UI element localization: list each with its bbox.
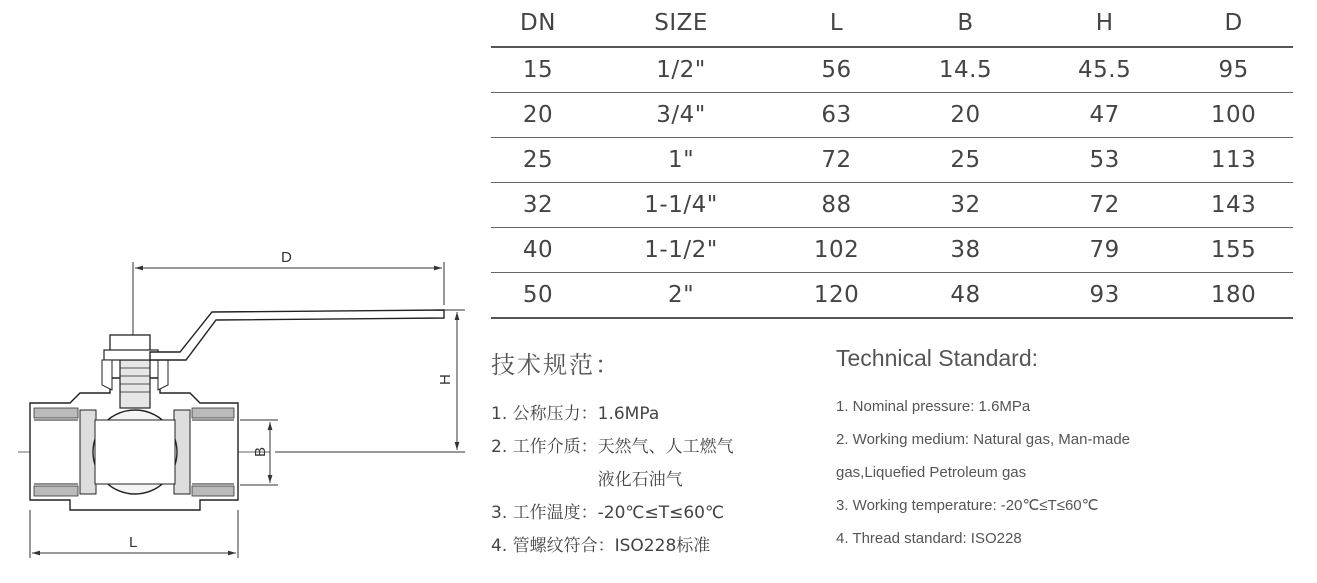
spec-table xyxy=(491,0,1293,319)
table-cell: 38 xyxy=(896,228,1035,273)
item-label: 2. 工作介质： xyxy=(491,437,598,457)
column-header-l: L xyxy=(777,0,896,47)
standard-title-zh: 技术规范： xyxy=(491,351,621,379)
valve-handle xyxy=(150,310,444,360)
column-header-dn: DN xyxy=(491,0,585,47)
list-item xyxy=(491,497,831,530)
table-cell: 63 xyxy=(777,93,896,138)
table-cell: 1/2" xyxy=(585,47,777,93)
list-item xyxy=(491,431,831,497)
table-cell: 25 xyxy=(896,138,1035,183)
table-cell: 53 xyxy=(1035,138,1174,183)
table-row xyxy=(491,93,1293,138)
column-header-size: SIZE xyxy=(585,0,777,47)
item-value: ISO228标准 xyxy=(614,536,711,556)
table-cell: 79 xyxy=(1035,228,1174,273)
technical-standard-en xyxy=(836,345,1306,555)
item-label: 3. 工作温度： xyxy=(491,503,598,523)
list-item: 2. Working medium: Natural gas, Man-made xyxy=(836,431,1131,448)
table-cell: 2" xyxy=(585,273,777,319)
table-row xyxy=(491,183,1293,228)
table-row xyxy=(491,273,1293,319)
item-label: 4. 管螺纹符合： xyxy=(491,536,615,556)
table-cell: 25 xyxy=(491,138,585,183)
table-cell: 88 xyxy=(777,183,896,228)
column-header-b: B xyxy=(896,0,1035,47)
table-cell: 95 xyxy=(1174,47,1293,93)
dimension-d xyxy=(133,262,444,335)
table-cell: 45.5 xyxy=(1035,47,1174,93)
list-item xyxy=(491,398,831,431)
table-cell: 20 xyxy=(896,93,1035,138)
list-item: 4. Thread standard: ISO228 xyxy=(836,530,1022,547)
item-value-continued: 液化石油气 xyxy=(597,470,683,490)
table-cell: 48 xyxy=(896,273,1035,319)
table-cell: 1-1/4" xyxy=(585,183,777,228)
list-item: 1. Nominal pressure: 1.6MPa xyxy=(836,398,1031,415)
dim-label-l: L xyxy=(129,534,138,551)
table-row xyxy=(491,228,1293,273)
standard-title-en: Technical Standard: xyxy=(836,345,1039,371)
table-cell: 15 xyxy=(491,47,585,93)
table-cell: 32 xyxy=(491,183,585,228)
table-cell: 40 xyxy=(491,228,585,273)
list-item xyxy=(491,530,831,563)
list-item-continued: gas,Liquefied Petroleum gas xyxy=(836,464,1027,481)
dim-label-b: B xyxy=(252,446,269,457)
item-value: 天然气、人工燃气 xyxy=(597,437,734,457)
table-row xyxy=(491,47,1293,93)
ball-valve-drawing xyxy=(0,0,480,583)
table-row xyxy=(491,138,1293,183)
table-cell: 3/4" xyxy=(585,93,777,138)
item-value: 1.6MPa xyxy=(597,404,660,424)
table-cell: 143 xyxy=(1174,183,1293,228)
technical-standard-zh xyxy=(491,345,831,563)
table-cell: 72 xyxy=(1035,183,1174,228)
table-cell: 102 xyxy=(777,228,896,273)
table-cell: 72 xyxy=(777,138,896,183)
table-cell: 180 xyxy=(1174,273,1293,319)
dim-label-h: H xyxy=(437,374,454,385)
list-item: 3. Working temperature: -20℃≤T≤60℃ xyxy=(836,497,1099,514)
table-cell: 1" xyxy=(585,138,777,183)
dim-label-d: D xyxy=(281,249,292,266)
table-cell: 113 xyxy=(1174,138,1293,183)
valve-body xyxy=(30,335,238,510)
table-cell: 47 xyxy=(1035,93,1174,138)
table-cell: 93 xyxy=(1035,273,1174,319)
table-cell: 14.5 xyxy=(896,47,1035,93)
table-cell: 20 xyxy=(491,93,585,138)
table-cell: 155 xyxy=(1174,228,1293,273)
table-cell: 100 xyxy=(1174,93,1293,138)
table-cell: 56 xyxy=(777,47,896,93)
item-label: 1. 公称压力： xyxy=(491,404,598,424)
table-cell: 120 xyxy=(777,273,896,319)
table-cell: 50 xyxy=(491,273,585,319)
item-value: -20℃≤T≤60℃ xyxy=(597,503,725,523)
column-header-h: H xyxy=(1035,0,1174,47)
column-header-d: D xyxy=(1174,0,1293,47)
table-cell: 32 xyxy=(896,183,1035,228)
table-header-row xyxy=(491,0,1293,47)
table-cell: 1-1/2" xyxy=(585,228,777,273)
